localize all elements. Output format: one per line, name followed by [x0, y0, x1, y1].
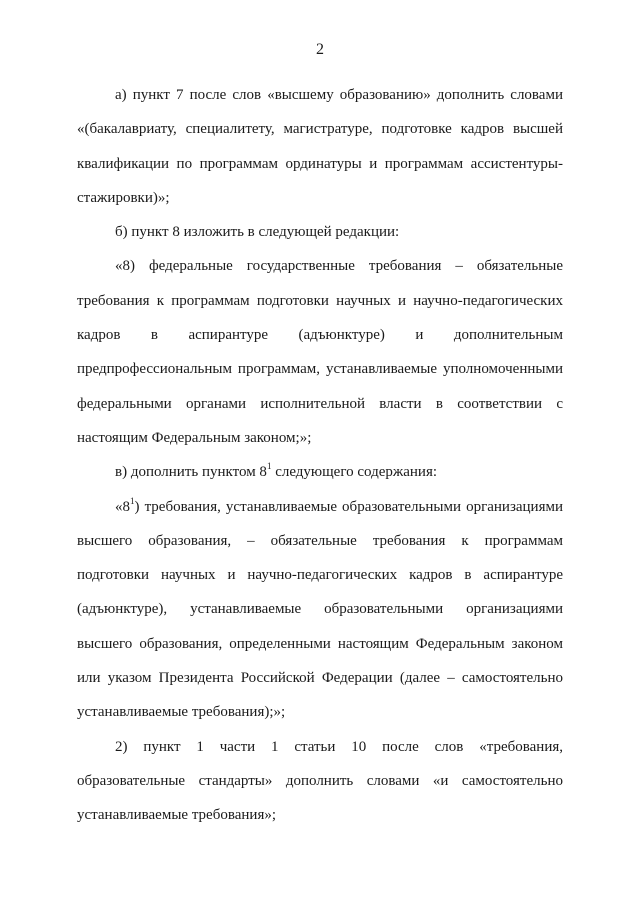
superscript: 1: [130, 495, 135, 506]
paragraph-amend-item-7: а) пункт 7 после слов «высшему образованию» дополнить словами «(бакалавриату, специалитету, магистратуре, подготовке кадров высшей квалификации по программам ординатуры и программам ассистентуры-стажировки)»;: [77, 87, 563, 206]
paragraph-amend-item-8-intro: б) пункт 8 изложить в следующей редакции:: [115, 224, 400, 241]
paragraph-text-part: следующего содержания:: [271, 464, 438, 481]
paragraph-text-part: «8: [115, 498, 130, 515]
superscript: 1: [266, 461, 272, 472]
page-number: 2: [316, 41, 324, 58]
paragraph-text-part: ) требования, устанавливаемые образовательными организациями высшего образования, – обязательные требования к программам подготовки научных и научно-педагогических кадров в аспирантуре (адъюнктуре), устанавливаемые образовательными организациями высшего образования, определенными настоящим Федеральным законом или указом Президента Российской Федерации (далее – самостоятельно устанавливаемые требования);»;: [77, 498, 563, 721]
paragraph-text-part: в) дополнить пунктом 8: [115, 464, 267, 481]
document-body: [77, 78, 563, 833]
paragraph-item-8-text: «8) федеральные государственные требования – обязательные требования к программам подготовки научных и научно-педагогических кадров в аспирантуре (адъюнктуре) и дополнительным предпрофессиональным программам, устанавливаемые уполномоченными федеральными органами исполнительной власти в соответствии с настоящим Федеральным законом;»;: [77, 258, 563, 446]
paragraph-item-8-1-text: [77, 490, 563, 730]
paragraph-add-item-8-1-intro: [77, 455, 563, 489]
paragraph-amend-article-10: 2) пункт 1 части 1 статьи 10 после слов «требования, образовательные стандарты» дополнить словами «и самостоятельно устанавливаемые требования»;: [77, 738, 563, 824]
